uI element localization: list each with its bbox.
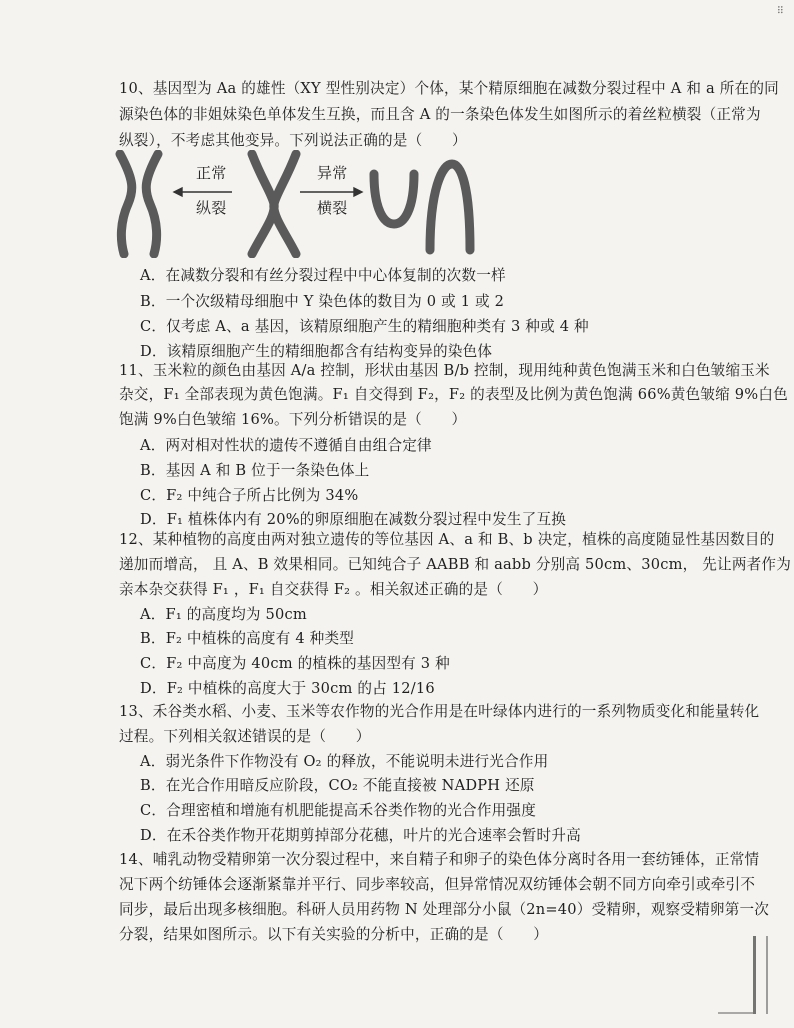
q14-stem-line-3: 同步，最后出现多核细胞。科研人员用药物 N 处理部分小鼠（2n=40）受精卵，观察受精卵第一次 [119, 901, 770, 918]
label-longitudinal: 纵裂 [196, 199, 227, 217]
q12-option-a: A．F₁ 的高度均为 50cm [140, 606, 307, 623]
q13-option-c: C．合理密植和增施有机肥能提高禾谷类作物的光合作用强度 [140, 802, 537, 819]
q11-option-c: C．F₂ 中纯合子所占比例为 34% [140, 487, 359, 504]
q10-stem-line-3: 纵裂），不考虑其他变异。下列说法正确的是（ ） [119, 132, 467, 149]
left-chromatid-2 [146, 154, 158, 254]
q11-option-a: A．两对相对性状的遗传不遵循自由组合定律 [140, 437, 432, 454]
q14-stem-line-1: 14、哺乳动物受精卵第一次分裂过程中，来自精子和卵子的染色体分离时各用一套纺锤体，正常情 [119, 851, 760, 868]
q14-stem-line-4: 分裂，结果如图所示。以下有关实验的分析中，正确的是（ ） [119, 926, 549, 943]
scan-edge-shadow [753, 936, 768, 1014]
corner-mark: ⠿ [776, 6, 784, 17]
q10-stem-line-1: 10、基因型为 Aa 的雄性（XY 型性别决定）个体，某个精原细胞在减数分裂过程中 A 和 a 所在的同 [119, 80, 779, 97]
q11-stem-line-2: 杂交，F₁ 全部表现为黄色饱满。F₁ 自交得到 F₂，F₂ 的表型及比例为黄色饱满 66%黄色皱缩 9%白色 [119, 386, 788, 403]
q12-option-c: C．F₂ 中高度为 40cm 的植株的基因型有 3 种 [140, 655, 450, 672]
chromosome-figure [112, 150, 482, 258]
q13-stem-line-2: 过程。下列相关叙述错误的是（ ） [119, 728, 371, 745]
q12-option-b: B．F₂ 中植株的高度有 4 种类型 [140, 630, 355, 647]
q12-stem-line-1: 12、某种植物的高度由两对独立遗传的等位基因 A、a 和 B、b 决定，植株的高度随显性基因数目的 [119, 531, 775, 548]
q11-stem-line-3: 饱满 9%白色皱缩 16%。下列分析错误的是（ ） [119, 411, 467, 428]
q10-option-a: A．在减数分裂和有丝分裂过程中中心体复制的次数一样 [140, 267, 506, 284]
inverted-u-fragment [430, 164, 470, 250]
q14-stem-line-2: 况下两个纺锤体会逐渐紧靠并平行、同步率较高，但异常情况双纺锤体会朝不同方向牵引或牵引不 [119, 876, 756, 893]
q11-option-b: B．基因 A 和 B 位于一条染色体上 [140, 462, 370, 479]
q11-stem-line-1: 11、玉米粒的颜色由基因 A/a 控制，形状由基因 B/b 控制，现用纯种黄色饱满玉米和白色皱缩玉米 [119, 362, 770, 379]
q13-option-d: D．在禾谷类作物开花期剪掉部分花穗，叶片的光合速率会暂时升高 [140, 827, 581, 844]
label-normal: 正常 [196, 164, 227, 182]
x-chromosome-arm-2 [274, 154, 296, 254]
q10-option-d: D．该精原细胞产生的精细胞都含有结构变异的染色体 [140, 343, 493, 360]
label-abnormal: 异常 [317, 164, 348, 182]
scan-corner-shadow [718, 990, 754, 1014]
q12-option-d: D．F₂ 中植株的高度大于 30cm 的占 12/16 [140, 680, 435, 697]
q10-stem-line-2: 源染色体的非姐妹染色单体发生互换，而且含 A 的一条染色体发生如图所示的着丝粒横裂（正常为 [119, 106, 761, 123]
left-chromatid-1 [120, 154, 132, 254]
label-transverse: 横裂 [317, 199, 348, 217]
q10-option-c: C．仅考虑 A、a 基因，该精原细胞产生的精细胞种类有 3 种或 4 种 [140, 318, 589, 335]
q13-option-a: A．弱光条件下作物没有 O₂ 的释放，不能说明未进行光合作用 [140, 753, 549, 770]
u-fragment [374, 174, 414, 224]
q12-stem-line-3: 亲本杂交获得 F₁ ，F₁ 自交获得 F₂ 。相关叙述正确的是（ ） [119, 581, 548, 598]
q12-stem-line-2: 递加而增高， 且 A、B 效果相同。已知纯合子 AABB 和 aabb 分别高 50cm、30cm， 先让两者作为 [119, 556, 792, 573]
q13-stem-line-1: 13、禾谷类水稻、小麦、玉米等农作物的光合作用是在叶绿体内进行的一系列物质变化和能量转化 [119, 703, 760, 720]
q11-option-d: D．F₁ 植株体内有 20%的卵原细胞在减数分裂过程中发生了互换 [140, 511, 567, 528]
q13-option-b: B．在光合作用暗反应阶段，CO₂ 不能直接被 NADPH 还原 [140, 777, 535, 794]
q10-option-b: B．一个次级精母细胞中 Y 染色体的数目为 0 或 1 或 2 [140, 293, 505, 310]
